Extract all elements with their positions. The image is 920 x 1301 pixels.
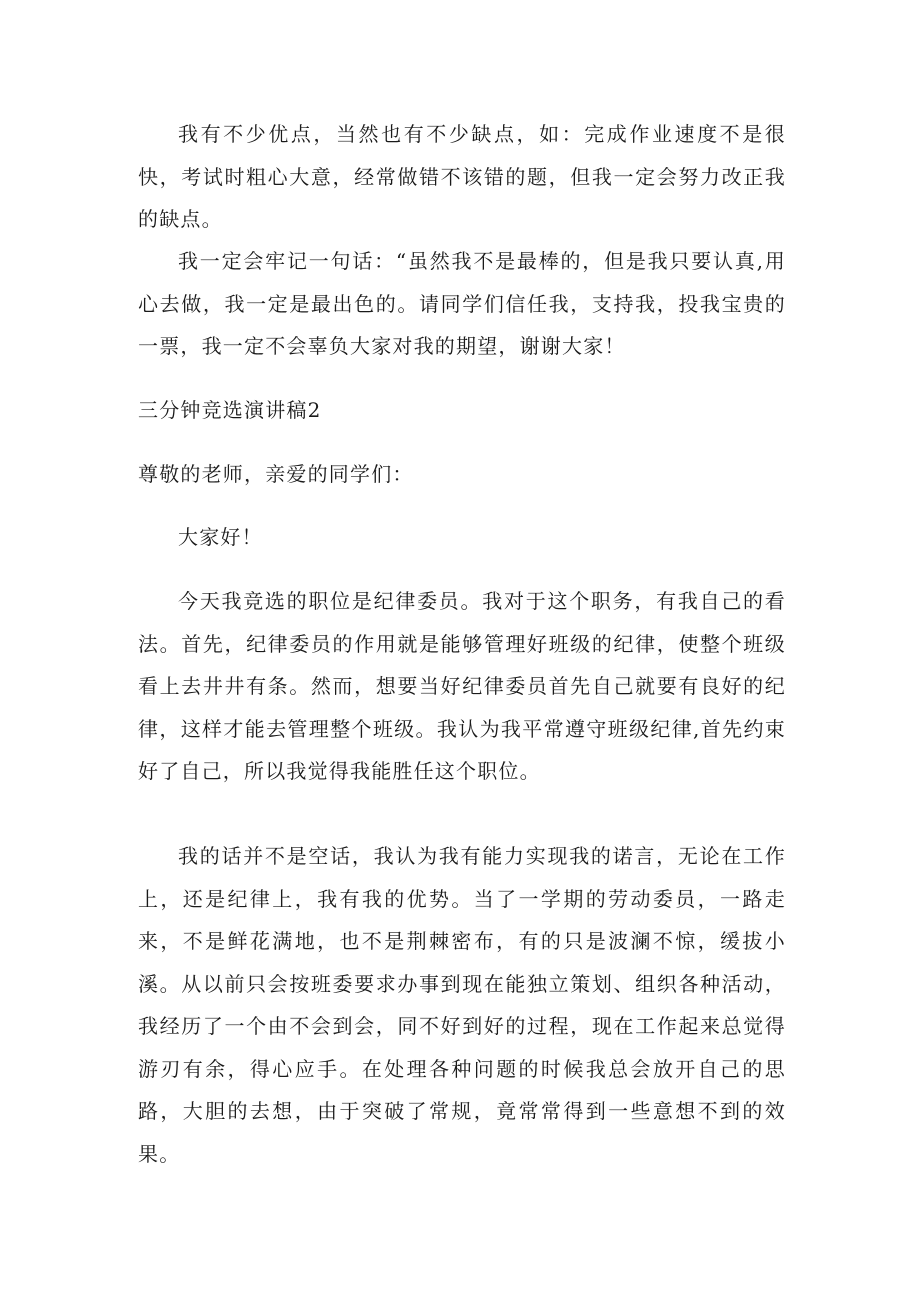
greeting: 大家好！ [178,525,263,549]
paragraph-advantages: 我的话并不是空话，我认为我有能力实现我的诺言，无论在工作上，还是纪律上，我有我的优势。当了一学期的劳动委员，一路走来，不是鲜花满地，也不是荆棘密布，有的只是波澜不惊，缓拔小溪。从以前只会按班委要求办事到现在能独立策划、组织各种活动，我经历了一个由不会到会，同不好到好的过程，现在工作起来总觉得游刃有余，得心应手。在处理各种问题的时候我总会放开自己的思路，大胆的去想，由于突破了常规，竟常常得到一些意想不到的效果。 [138,844,786,1166]
paragraph-motto: 我一定会牢记一句话：“虽然我不是最棒的，但是我只要认真,用心去做，我一定是最出色的。请同学们信任我，支持我，投我宝贵的一票，我一定不会辜负大家对我的期望，谢谢大家！ [138,249,786,358]
paragraph-position: 今天我竞选的职位是纪律委员。我对于这个职务，有我自己的看法。首先，纪律委员的作用就是能够管理好班级的纪律，使整个班级看上去井井有条。然而，想要当好纪律委员首先自己就要有良好的纪律，这样才能去管理整个班级。我认为我平常遵守班级纪律,首先约束好了自己，所以我觉得我能胜任这个职位。 [138,589,786,783]
paragraph-shortcomings: 我有不少优点，当然也有不少缺点，如：完成作业速度不是很快，考试时粗心大意，经常做错不该错的题，但我一定会努力改正我的缺点。 [138,122,786,231]
section-heading: 三分钟竞选演讲稿2 [138,398,322,422]
salutation: 尊敬的老师，亲爱的同学们： [138,462,414,486]
